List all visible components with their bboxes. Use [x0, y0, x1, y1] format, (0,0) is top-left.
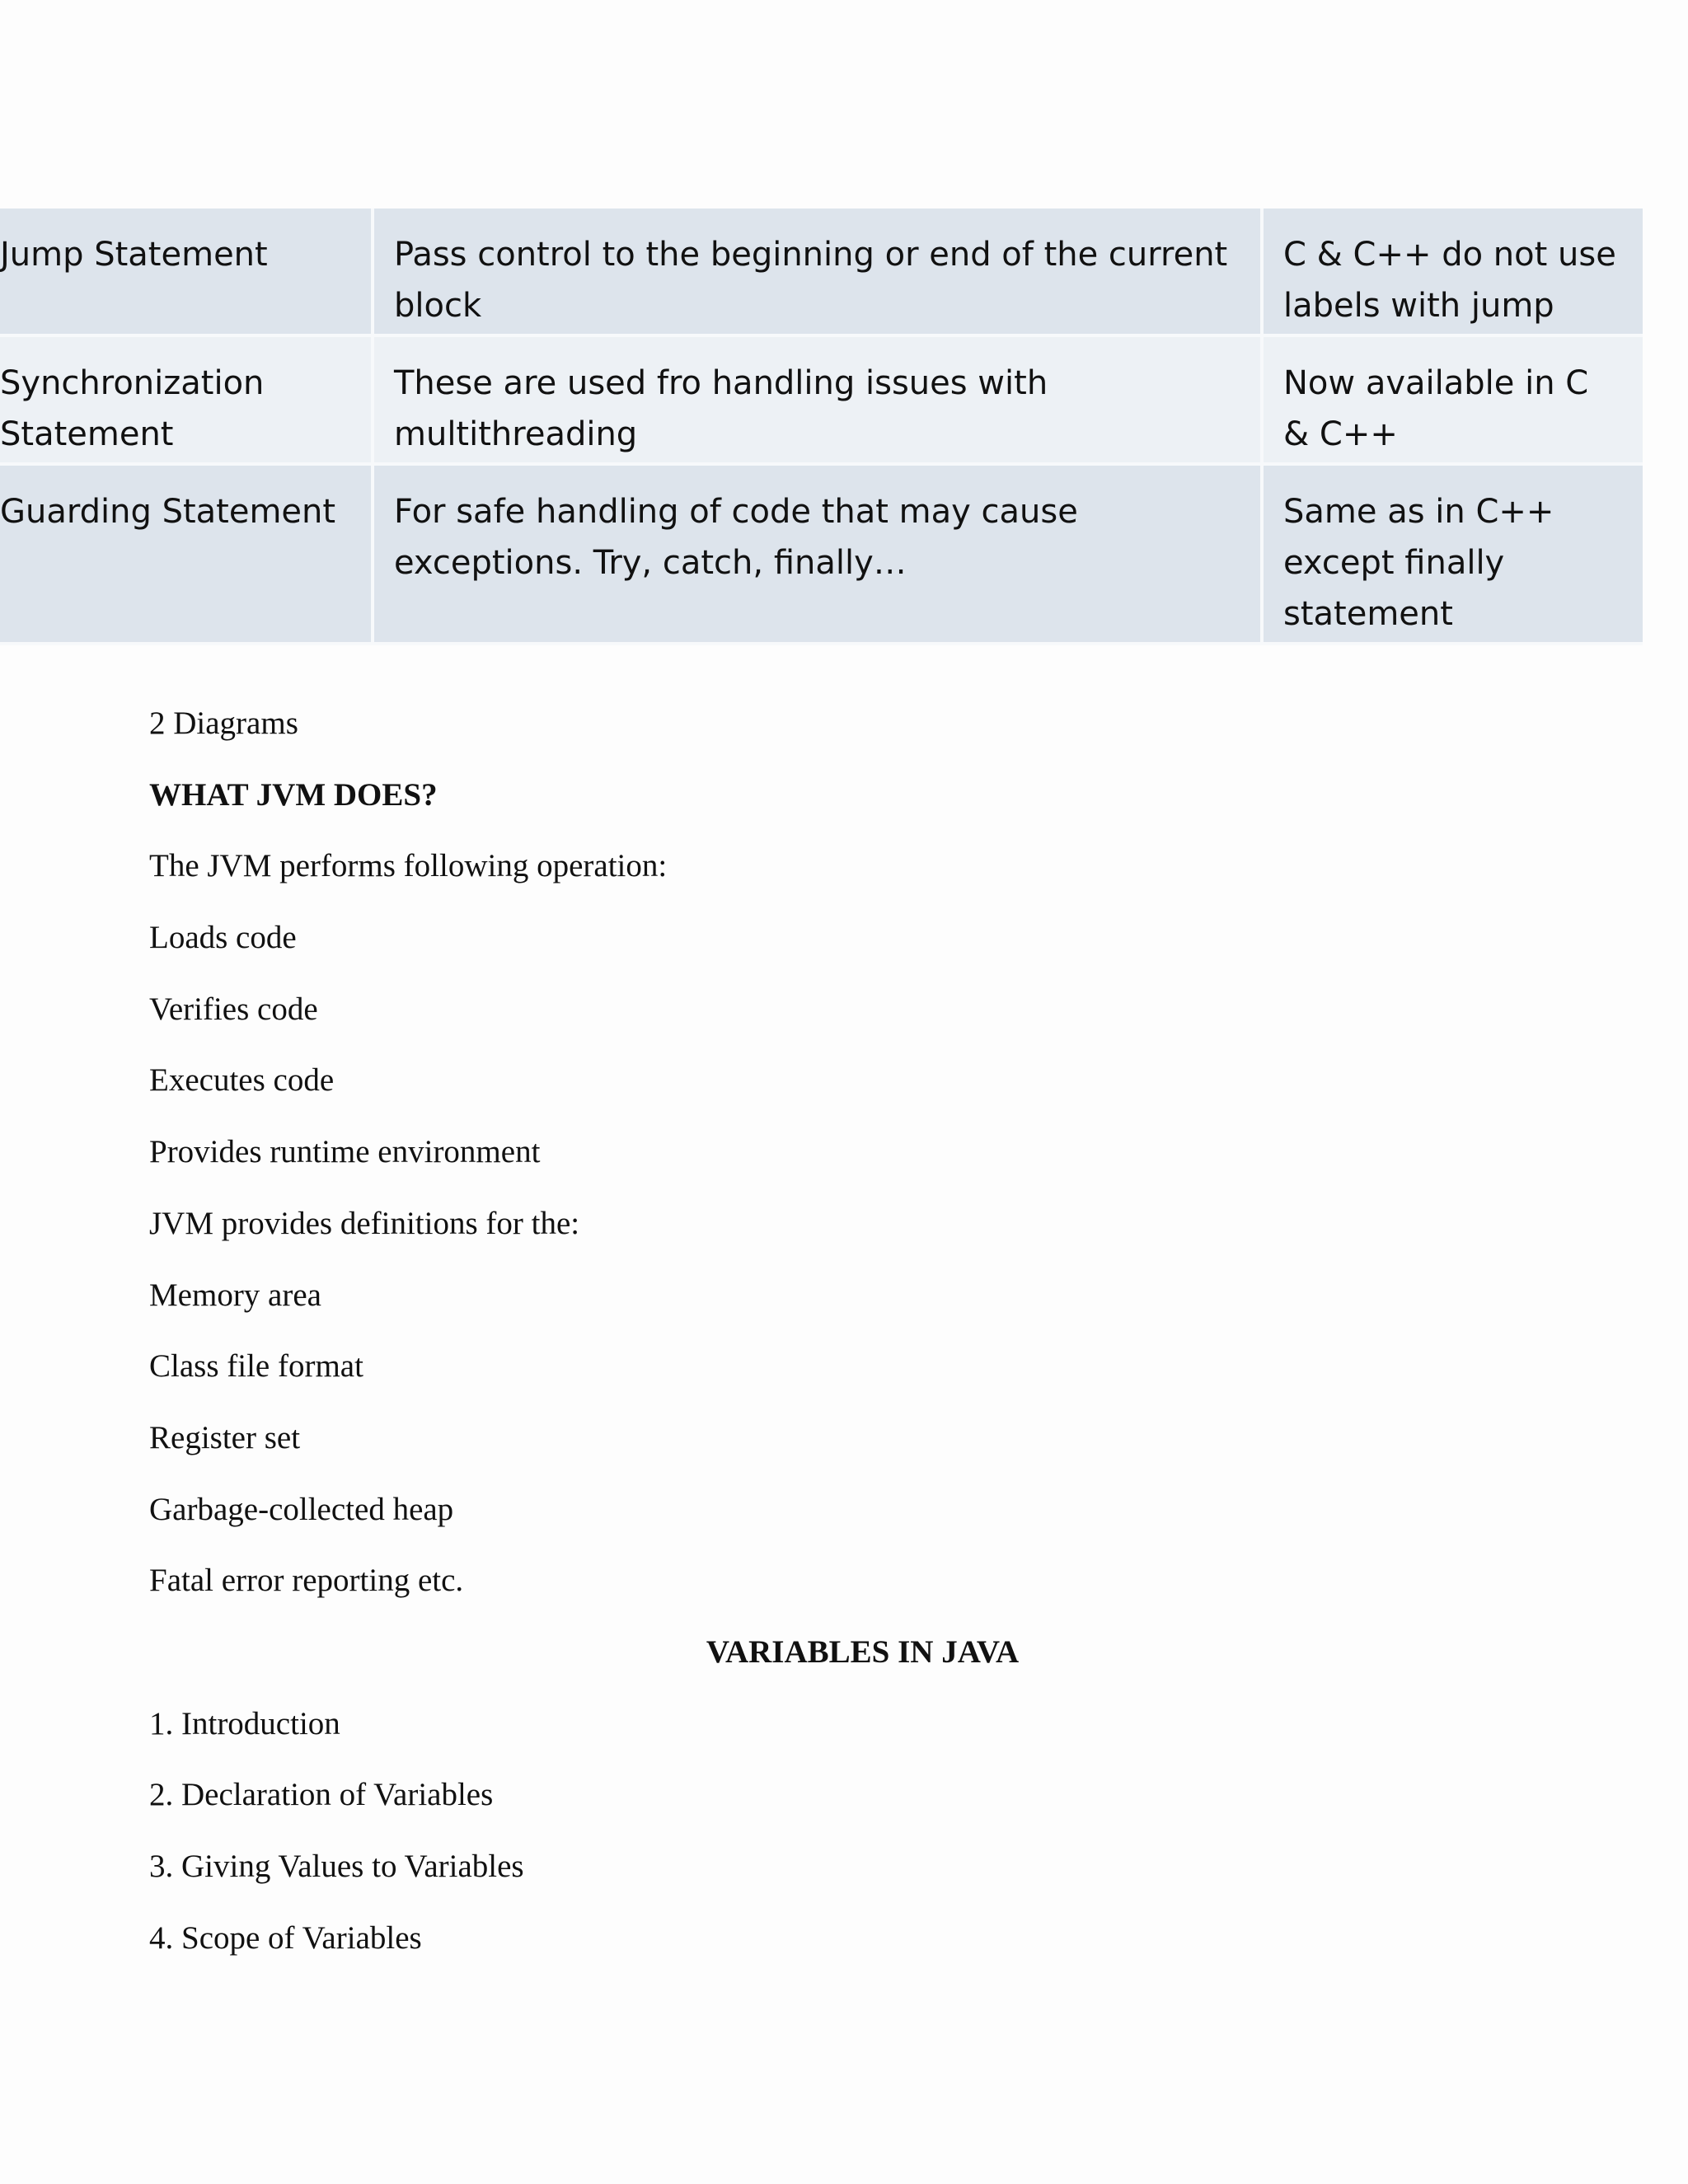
table-row [0, 209, 1643, 335]
jvm-definitions-intro: JVM provides definitions for the: [149, 1205, 580, 1241]
comparison-cell: Now available in C & C++ [1262, 335, 1643, 464]
table-row [0, 335, 1643, 464]
jvm-definition-item: Memory area [149, 1277, 321, 1313]
description-cell: For safe handling of code that may cause exceptions. Try, catch, finally… [373, 464, 1262, 644]
jvm-definition-item: Garbage-collected heap [149, 1491, 454, 1527]
jvm-operation-item: Loads code [149, 920, 297, 956]
diagrams-line: 2 Diagrams [149, 705, 298, 741]
variables-topic-item: 4. Scope of Variables [149, 1919, 422, 1956]
statement-cell: Guarding Statement [0, 464, 373, 644]
variables-topic-item: 2. Declaration of Variables [149, 1777, 494, 1813]
jvm-intro: The JVM performs following operation: [149, 848, 668, 884]
statement-cell: Jump Statement [0, 209, 373, 335]
jvm-operation-item: Verifies code [149, 991, 318, 1027]
variables-heading: VARIABLES IN JAVA [706, 1633, 1020, 1670]
comparison-cell: Same as in C++ except finally statement [1262, 464, 1643, 644]
statement-cell: Synchronization Statement [0, 335, 373, 464]
jvm-operation-item: Executes code [149, 1062, 335, 1099]
description-cell: Pass control to the beginning or end of the current block [373, 209, 1262, 335]
variables-topic-item: 1. Introduction [149, 1705, 340, 1741]
table-row [0, 464, 1643, 644]
jvm-definition-item: Register set [149, 1419, 301, 1455]
variables-topic-item: 3. Giving Values to Variables [149, 1849, 524, 1884]
description-cell: These are used fro handling issues with multithreading [373, 335, 1262, 464]
jvm-definition-item: Fatal error reporting etc. [149, 1563, 464, 1599]
document-body [149, 702, 1633, 1988]
jvm-operation-item: Provides runtime environment [149, 1134, 541, 1170]
jvm-definition-item: Class file format [149, 1348, 363, 1385]
jvm-heading: WHAT JVM DOES? [149, 776, 438, 813]
comparison-cell: C & C++ do not use labels with jump [1262, 209, 1643, 335]
statements-table [0, 209, 1643, 645]
